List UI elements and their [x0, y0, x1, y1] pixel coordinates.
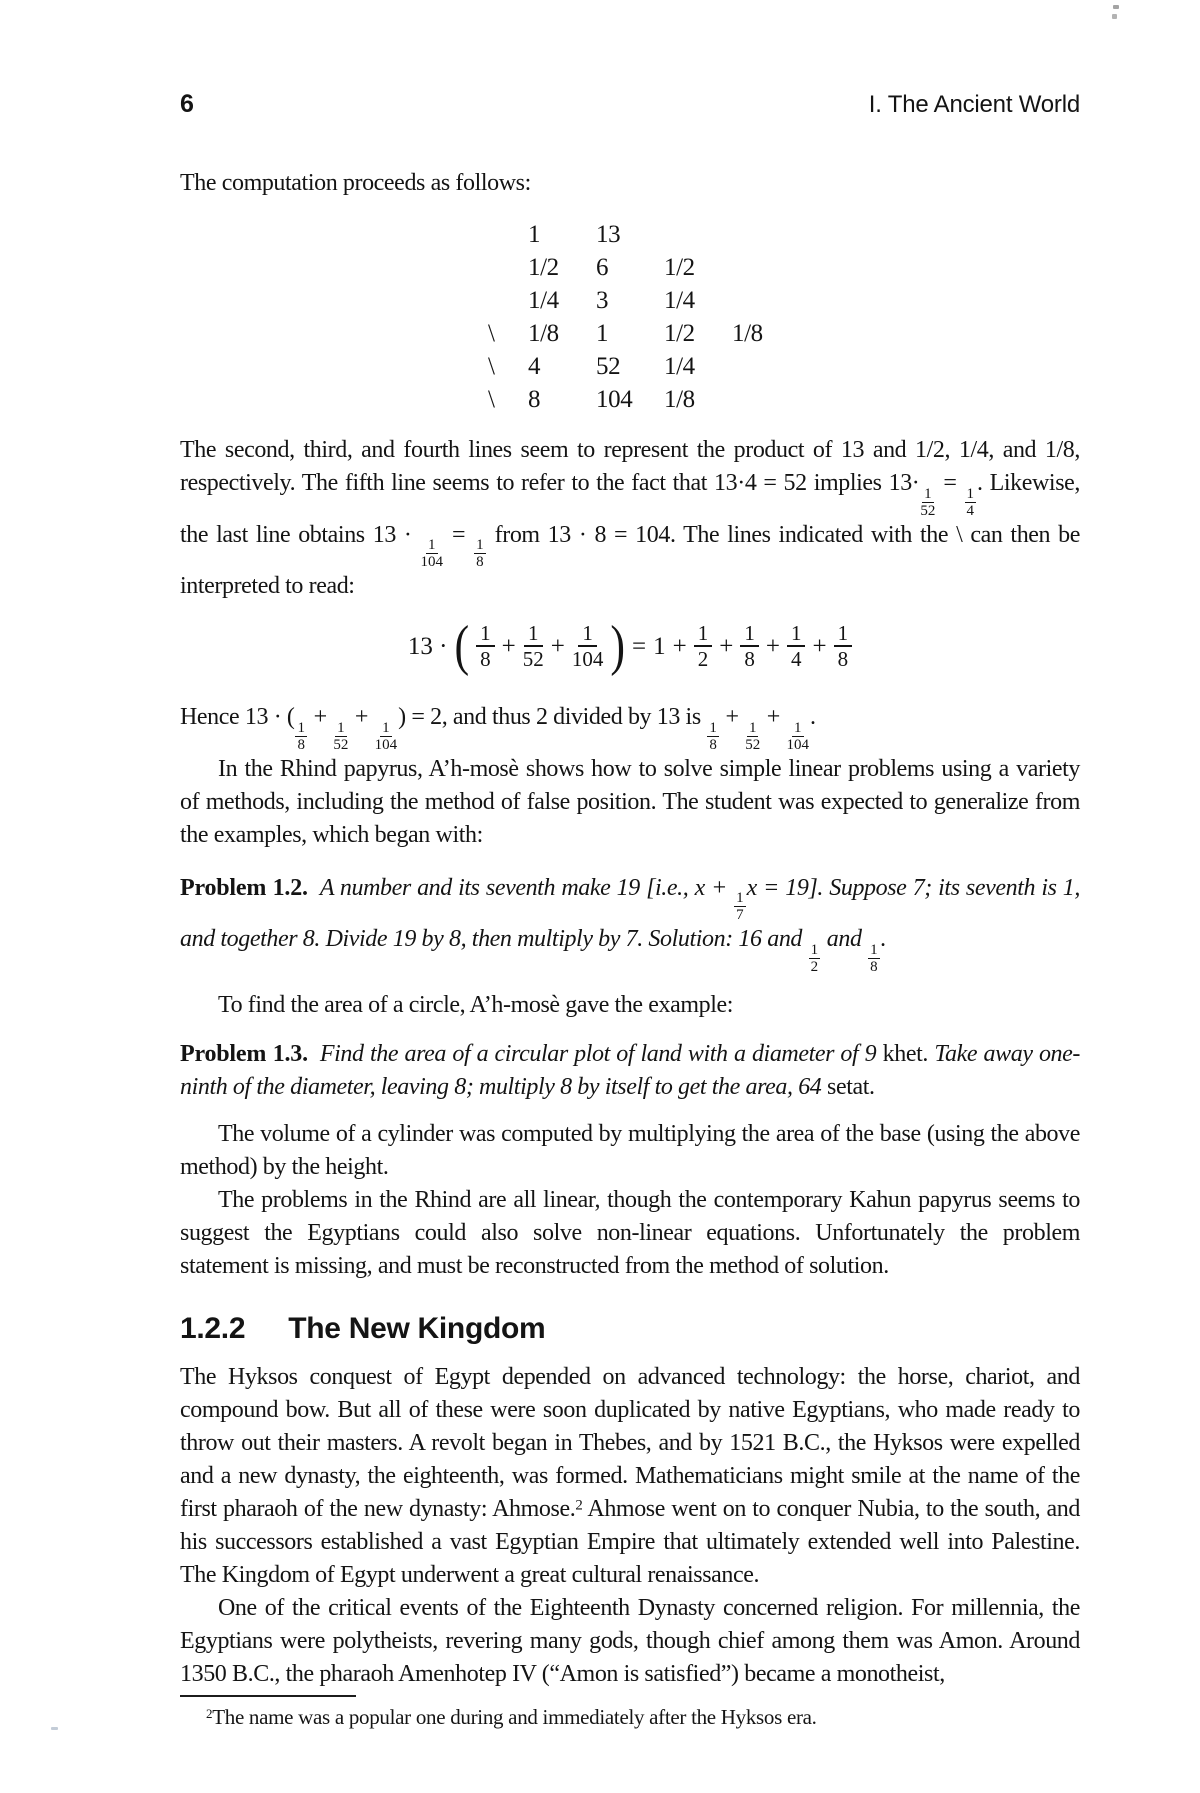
- inline-fraction: $\frac{1}{52}$: [920, 485, 936, 519]
- footnote-text: The name was a popular one during and immediately after the Hyksos era.: [212, 1704, 817, 1729]
- equation-fraction: $\frac{1}{8}$: [740, 622, 759, 670]
- running-header: [180, 88, 1080, 121]
- display-equation: [180, 615, 1080, 677]
- cell: 6: [596, 254, 609, 281]
- inline-fraction: $\frac{1}{52}$: [745, 719, 761, 753]
- footnote-marker: 2: [206, 1705, 213, 1721]
- problem-1-3: [180, 1038, 1080, 1104]
- table-row: [488, 251, 1080, 284]
- computation-table: [488, 218, 1080, 416]
- section-heading: [180, 1309, 1080, 1349]
- text-segment: +: [307, 704, 333, 730]
- cell: 1/8: [732, 320, 763, 347]
- problem-text: .: [880, 926, 887, 952]
- inline-fraction: $\frac{1}{8}$: [476, 537, 484, 570]
- text-segment: Hence 13 · (: [180, 704, 295, 730]
- equation-term: 1: [653, 632, 666, 660]
- cell: 4: [528, 353, 541, 380]
- tofind-paragraph: To find the area of a circle, A’h-mosè gave the example:: [218, 991, 734, 1018]
- problem-label: Problem 1.3.: [180, 1040, 308, 1067]
- footnote-rule: [180, 1695, 356, 1697]
- cell: 1/4: [528, 287, 559, 314]
- inline-fraction: $\frac{1}{8}$: [870, 941, 878, 975]
- equals-sign: =: [632, 632, 647, 660]
- cell: 52: [596, 353, 621, 380]
- text-segment: =: [444, 521, 474, 548]
- equation-coefficient: 13 ·: [407, 632, 448, 660]
- scan-speck-bottom-left: [51, 1727, 58, 1730]
- text-segment: Ahmose went on to conquer Nubia, to the south, and his successors established a vast Egyptian Empire that ultimately extended well into Palestine. The Kingdom of Egypt underwent a great cultural renaissance.: [180, 1495, 1081, 1588]
- equation-fraction: $\frac{1}{8}$: [834, 622, 853, 670]
- cell: 1: [596, 320, 609, 347]
- inline-fraction: $\frac{1}{104}$: [374, 719, 398, 753]
- row-mark: \: [488, 353, 495, 380]
- religion-paragraph: One of the critical events of the Eighteenth Dynasty concerned religion. For millennia, the Egyptians were polytheists, revering many gods, though chief among them was Amon. Around 1350 B.C., the pharaoh Amenhotep IV (“Amon is satisfied”) became a monotheist,: [180, 1594, 1080, 1687]
- problem-text: Take away one-ninth of the diameter, leaving 8; multiply 8 by itself to get the area, 64: [180, 1040, 1080, 1100]
- plus-sign: +: [672, 632, 687, 660]
- cell: 1/2: [664, 320, 695, 347]
- plus-sign: +: [765, 632, 780, 660]
- problem-text: x = 19]. Suppose 7; its seventh is 1, and together 8. Divide 19 by 8, then multiply by 7. Solution: 16 and: [180, 874, 1080, 952]
- text-segment: from 13 · 8 = 104. The lines indicated with the \ can then be interpreted to read:: [180, 521, 1080, 599]
- text-segment: +: [761, 704, 786, 730]
- text-segment: The second, third, and fourth lines seem to represent the product of 13 and 1/2, 1/4, and 1/8, respectively. The fifth line seems to refer to the fact that 13·4 = 52 implies 13·: [180, 437, 1080, 496]
- problem-text: Find the area of a circular plot of land with a diameter of 9: [319, 1040, 883, 1067]
- text-segment: +: [719, 704, 745, 730]
- equation-fraction: $\frac{1}{2}$: [694, 622, 713, 670]
- footnote: [180, 1703, 1080, 1731]
- inline-fraction: $\frac{1}{104}$: [786, 719, 810, 753]
- row-mark: \: [488, 320, 495, 347]
- chapter-running-title: I. The Ancient World: [868, 91, 1080, 118]
- table-row: [488, 383, 1080, 416]
- unit-khet: khet.: [882, 1040, 928, 1067]
- equation-fraction: $\frac{1}{52}$: [522, 621, 544, 671]
- text-segment: .: [810, 704, 816, 730]
- linear-paragraph: The problems in the Rhind are all linear, though the contemporary Kahun papyrus seems to suggest the Egyptians could also solve non-linear equations. Unfortunately the problem statement is missing, and must be reconstructed from the method of solution.: [180, 1186, 1080, 1279]
- cell: 1/2: [528, 254, 559, 281]
- page-number: 6: [180, 90, 194, 118]
- inline-fraction: $\frac{1}{4}$: [966, 485, 975, 519]
- table-row: [488, 317, 1080, 350]
- scan-speck-top-right-2: [1112, 14, 1117, 19]
- inline-fraction: $\frac{1}{8}$: [709, 719, 717, 753]
- cell: 3: [596, 287, 609, 314]
- plus-sign: +: [550, 632, 565, 660]
- hence-paragraph: [180, 701, 1080, 753]
- inline-fraction: $\frac{1}{7}$: [736, 890, 744, 923]
- problem-text: and: [821, 926, 868, 952]
- problem-text: A number and its seventh make 19 [i.e., x +: [319, 874, 734, 901]
- unit-setat: setat.: [827, 1073, 875, 1100]
- text-segment: . Likewise, the last line obtains 13 ·: [180, 470, 1080, 548]
- text-segment: ) = 2, and thus 2 divided by 13 is: [398, 704, 707, 730]
- table-row: [488, 284, 1080, 317]
- inline-fraction: $\frac{1}{2}$: [810, 941, 819, 975]
- problem-label: Problem 1.2.: [180, 874, 308, 901]
- text-segment: +: [349, 704, 374, 730]
- cell: 1/2: [664, 254, 695, 281]
- text-segment: The Hyksos conquest of Egypt depended on advanced technology: the horse, chariot, and compound bow. But all of these were soon duplicated by native Egyptians, who made ready to throw out their masters. A revolt began in Thebes, and by 1521 B.C., the Hyksos were expelled and a new dynasty, the eighteenth, was formed. Mathematicians might smile at the name of the first pharaoh of the new dynasty: Ahmose.: [180, 1363, 1080, 1522]
- intro-paragraph: The computation proceeds as follows:: [180, 170, 531, 196]
- table-row: [488, 350, 1080, 383]
- row-mark: \: [488, 386, 495, 413]
- footnote-ref: 2: [575, 1496, 583, 1513]
- cell: 1/4: [664, 353, 695, 380]
- table-row: [488, 218, 1080, 251]
- close-paren: ): [610, 614, 626, 677]
- plus-sign: +: [719, 632, 734, 660]
- scan-speck-top-right-1: [1113, 5, 1119, 9]
- plus-sign: +: [501, 632, 516, 660]
- equation-fraction: $\frac{1}{4}$: [787, 622, 806, 670]
- text-segment: =: [936, 470, 964, 496]
- inline-fraction: $\frac{1}{8}$: [297, 719, 305, 753]
- section-number: 1.2.2: [180, 1311, 246, 1345]
- open-paren: (: [454, 614, 470, 677]
- problem-1-2: [180, 872, 1080, 975]
- explanation-paragraph: [180, 434, 1080, 603]
- section-title: The New Kingdom: [288, 1311, 546, 1345]
- inline-fraction: $\frac{1}{104}$: [420, 537, 444, 570]
- cell: 1: [528, 221, 541, 248]
- cell: 8: [528, 386, 541, 413]
- plus-sign: +: [812, 632, 827, 660]
- cell: 1/8: [528, 320, 559, 347]
- cell: 104: [596, 386, 633, 413]
- rhind-paragraph: In the Rhind papyrus, A’h-mosè shows how to solve simple linear problems using a variety of methods, including the method of false position. The student was expected to generalize from the examples, which began with:: [180, 755, 1080, 848]
- cell: 1/4: [664, 287, 695, 314]
- equation-fraction: $\frac{1}{104}$: [571, 621, 604, 671]
- inline-fraction: $\frac{1}{52}$: [333, 719, 349, 753]
- cell: 1/8: [664, 386, 695, 413]
- equation-fraction: 1 8: [476, 622, 495, 670]
- hyksos-paragraph: [180, 1361, 1080, 1592]
- volume-paragraph: The volume of a cylinder was computed by multiplying the area of the base (using the above method) by the height.: [180, 1120, 1080, 1180]
- cell: 13: [596, 221, 621, 248]
